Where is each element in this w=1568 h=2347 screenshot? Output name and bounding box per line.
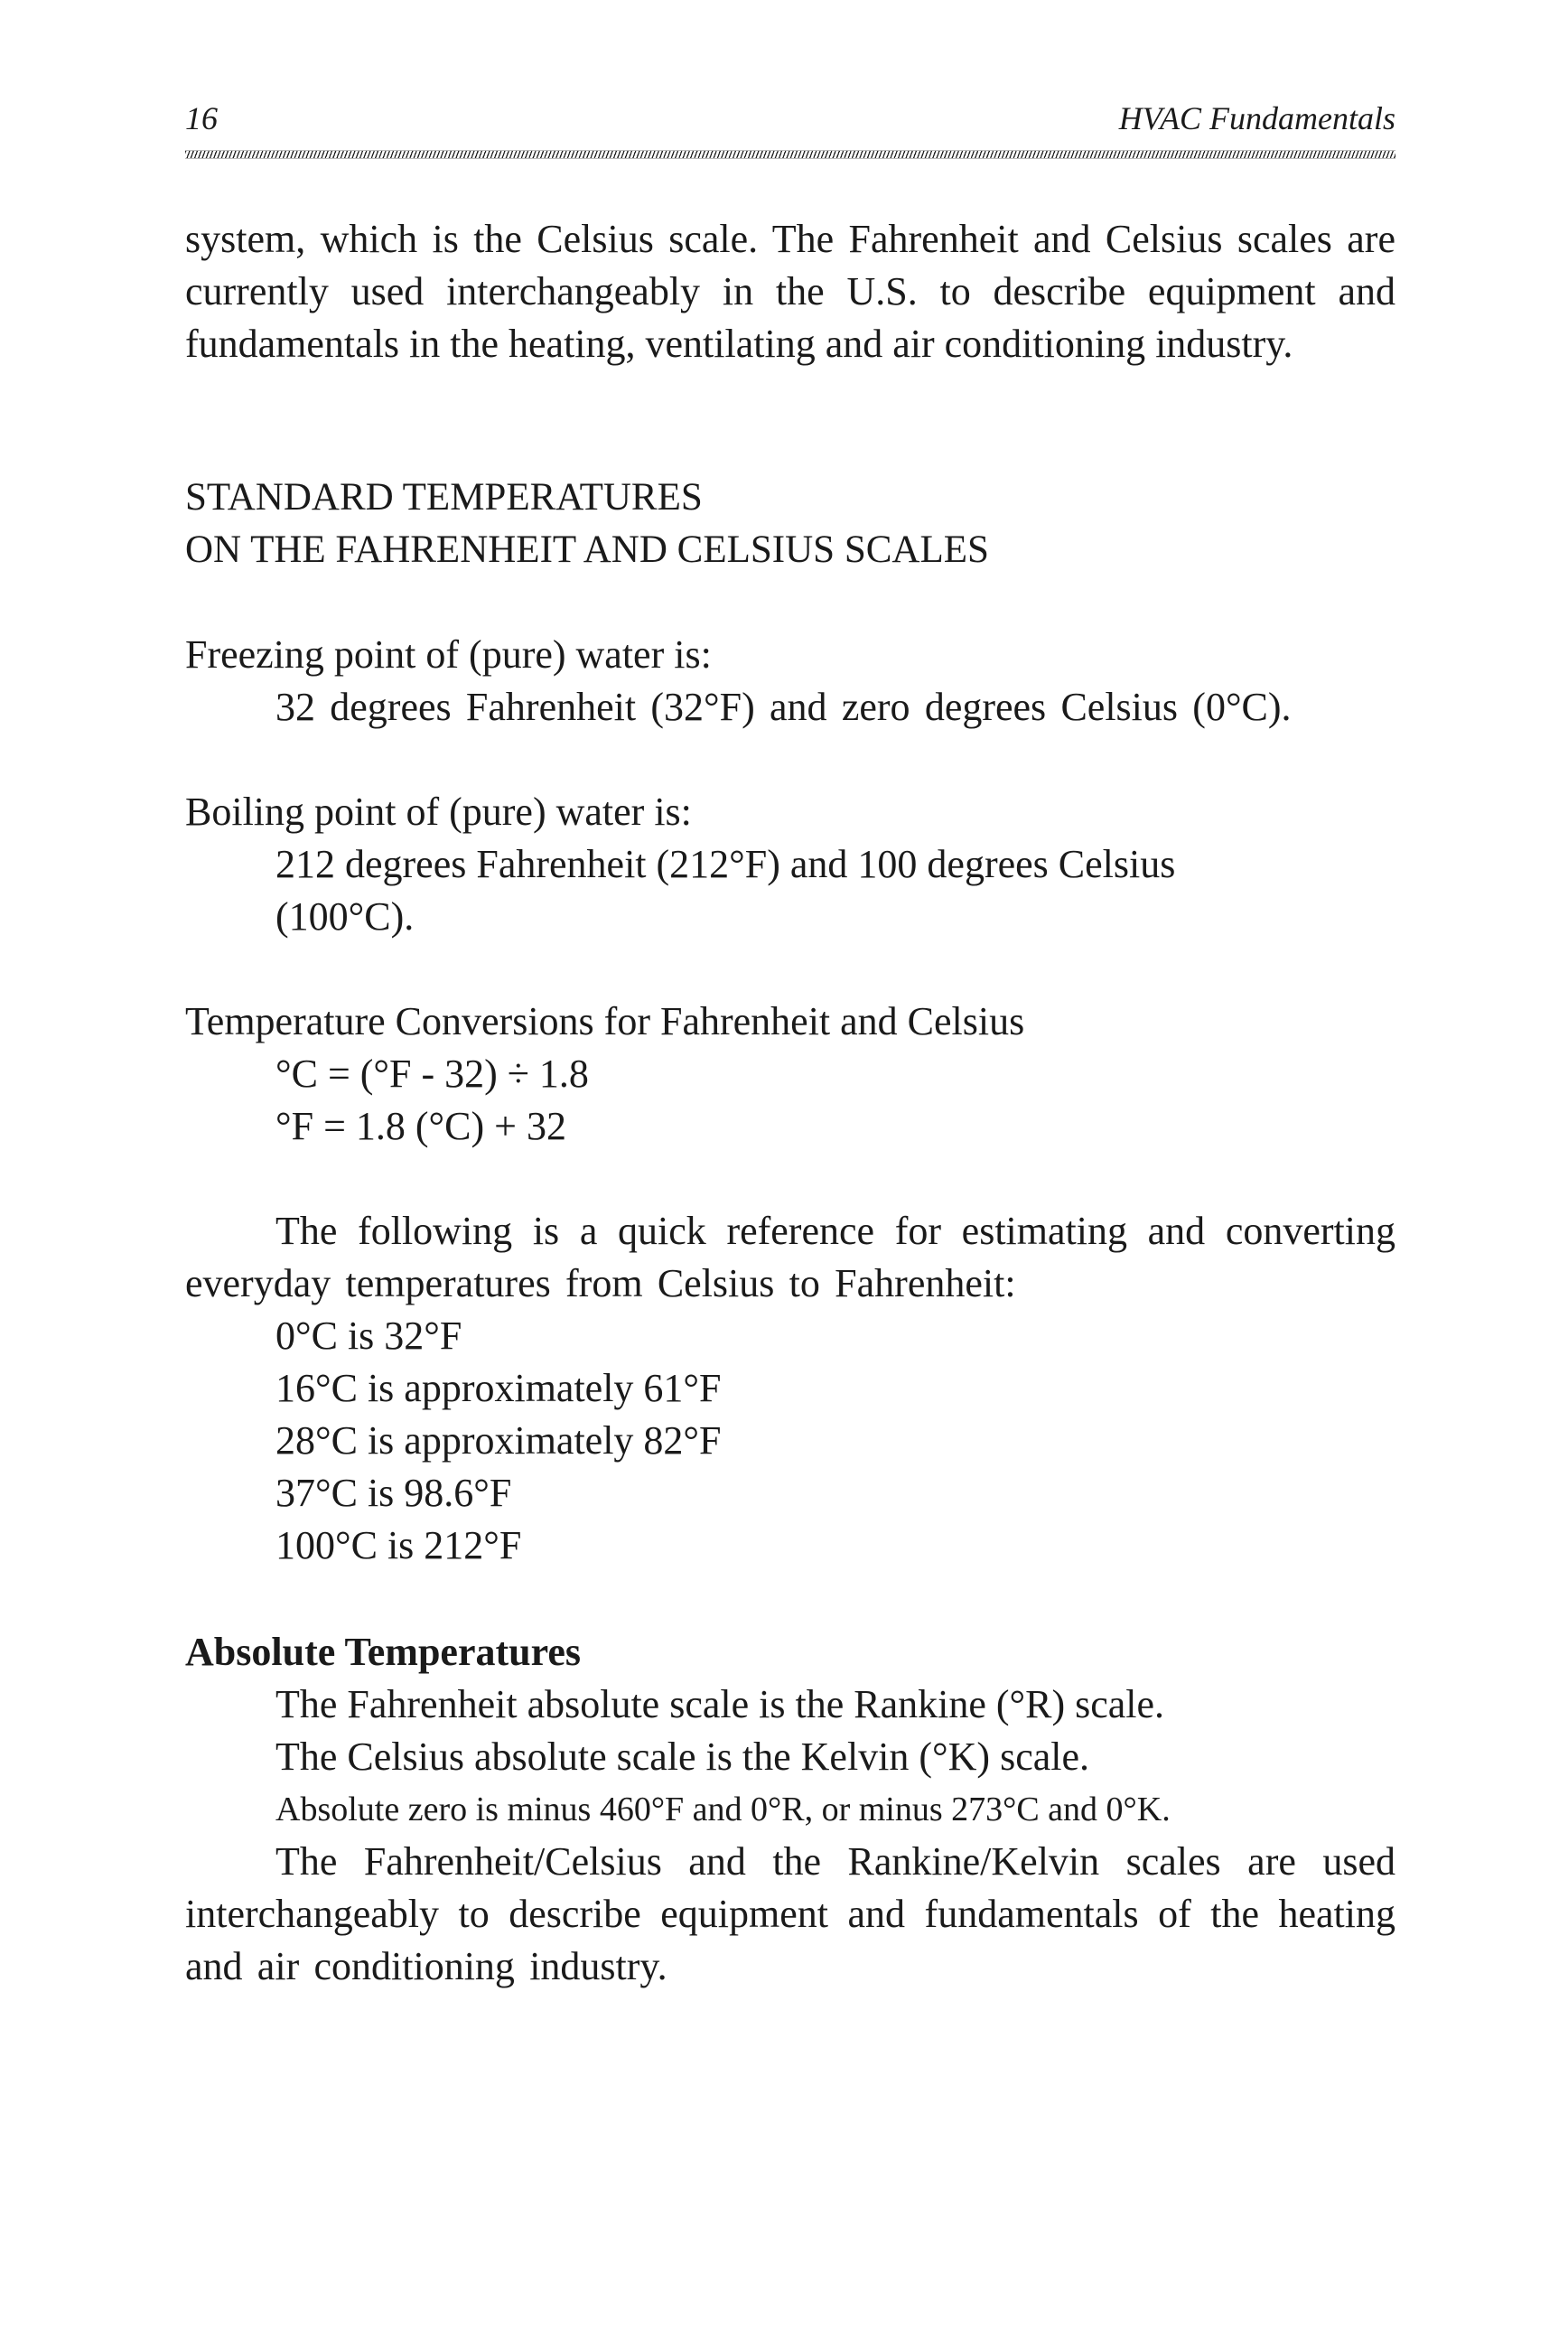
boiling-point-text-line-1: 212 degrees Fahrenheit (212°F) and 100 degrees Celsius — [275, 842, 1176, 886]
conversions-block — [185, 996, 1395, 1153]
absolute-temperatures-heading: Absolute Temperatures — [185, 1630, 581, 1674]
absolute-kelvin-line: The Celsius absolute scale is the Kelvin (°K) scale. — [275, 1735, 1090, 1779]
celsius-formula: °C = (°F - 32) ÷ 1.8 — [275, 1052, 589, 1096]
freezing-point-block — [185, 629, 1395, 734]
quick-reference-item: 37°C is 98.6°F — [275, 1471, 512, 1515]
absolute-zero-line: Absolute zero is minus 460°F and 0°R, or minus 273°C and 0°K. — [275, 1791, 1171, 1828]
section-heading-line-2: ON THE FAHRENHEIT AND CELSIUS SCALES — [185, 528, 989, 571]
intro-paragraph: system, which is the Celsius scale. The Fahrenheit and Celsius scales are currently used interchangeably in the U.S. to describe equipment and fundamentals in the heating, ventilating and air conditioning industry. — [185, 217, 1395, 366]
quick-reference-item: 28°C is approximately 82°F — [275, 1418, 722, 1463]
boiling-point-text-line-2: (100°C). — [275, 894, 415, 939]
section-heading-line-1: STANDARD TEMPERATURES — [185, 476, 703, 519]
page-body — [185, 213, 1395, 1993]
running-head — [185, 90, 1395, 136]
absolute-closing-paragraph: The Fahrenheit/Celsius and the Rankine/Kelvin scales are used interchangeably to describe equipment and fundamentals of the heating and air conditioning industry. — [185, 1839, 1395, 1988]
quick-reference-item: 0°C is 32°F — [275, 1314, 462, 1358]
book-page — [185, 90, 1395, 1993]
boiling-point-block — [185, 786, 1395, 943]
conversions-label: Temperature Conversions for Fahrenheit and Celsius — [185, 999, 1025, 1043]
quick-reference-item: 100°C is 212°F — [275, 1523, 522, 1567]
quick-reference-intro: The following is a quick reference for estimating and converting everyday temperatures from Celsius to Fahrenheit: — [185, 1209, 1395, 1305]
fahrenheit-formula: °F = 1.8 (°C) + 32 — [275, 1104, 566, 1148]
running-title: HVAC Fundamentals — [1118, 100, 1395, 136]
absolute-rankine-line: The Fahrenheit absolute scale is the Rankine (°R) scale. — [275, 1682, 1165, 1726]
freezing-point-text: 32 degrees Fahrenheit (32°F) and zero degrees Celsius (0°C). — [275, 685, 1292, 729]
quick-reference-item: 16°C is approximately 61°F — [275, 1366, 722, 1410]
section-heading — [185, 472, 1395, 576]
freezing-point-label: Freezing point of (pure) water is: — [185, 632, 712, 677]
boiling-point-label: Boiling point of (pure) water is: — [185, 790, 692, 834]
quick-reference-block — [185, 1205, 1395, 1572]
page-number: 16 — [185, 100, 218, 136]
header-rule — [185, 150, 1395, 159]
